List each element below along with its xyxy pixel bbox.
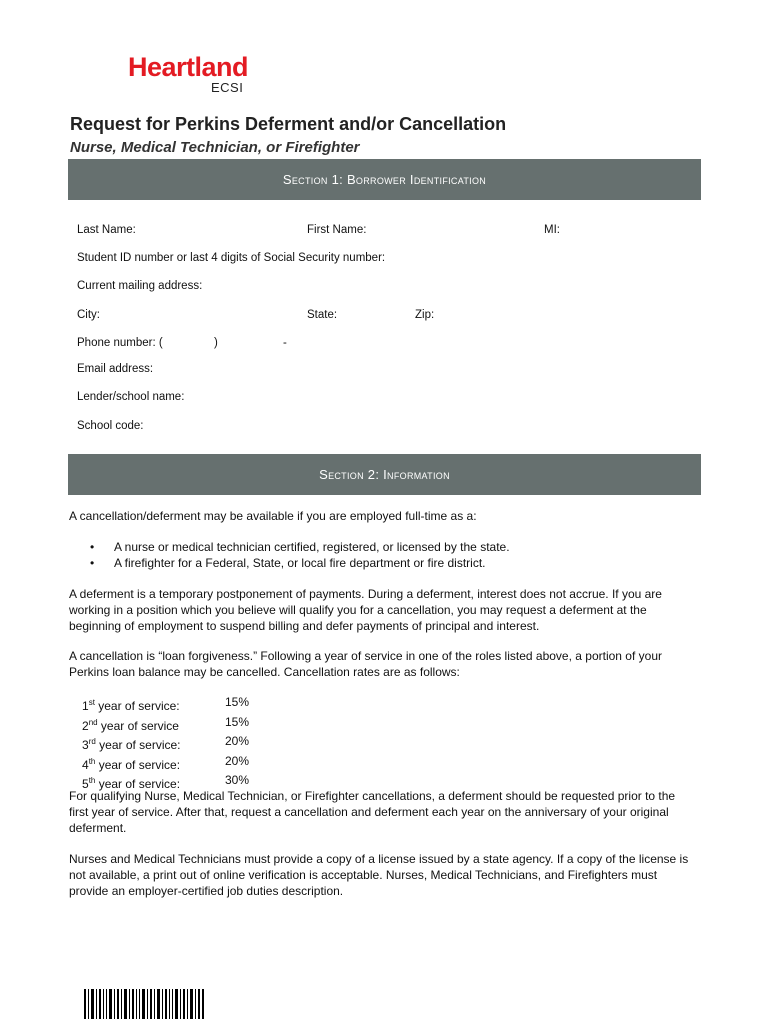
cancellation-paragraph: A cancellation is “loan forgiveness.” Following a year of service in one of the roles listed above, a portion of your Perkins loan balance may be cancelled. Cancellation rates are as follows: (69, 649, 662, 679)
rate-value: 30% (225, 773, 250, 787)
email-field[interactable]: Email address: (77, 363, 154, 375)
bullet-list (90, 539, 510, 571)
ecsi-logo-text: ECSI (211, 80, 244, 95)
mailing-address-field[interactable]: Current mailing address: (77, 280, 203, 292)
rate-value: 20% (225, 734, 250, 748)
rate-year-label: 4th year of service: (82, 756, 181, 772)
deferment-paragraph: A deferment is a temporary postponement of payments. During a deferment, interest does not accrue. If you are working in a position which you believe will qualify you for a cancellation, you may request a deferment at the beginning of employment to suspend billing and defer payments of principal and interest. (69, 587, 662, 633)
heartland-logo: Heartland (128, 52, 249, 82)
rates-table (82, 695, 249, 793)
phone-area-close: ) (214, 337, 218, 349)
section-2-header (68, 454, 701, 495)
state-field[interactable]: State: (307, 309, 338, 321)
intro-text: A cancellation/deferment may be available if you are employed full-time as a: (69, 509, 477, 523)
last-name-field[interactable]: Last Name: (77, 224, 136, 236)
section-2-heading: Section 2: Information (319, 467, 450, 482)
bullet-icon: • (90, 540, 95, 554)
school-code-field[interactable]: School code: (77, 420, 144, 432)
barcode-icon (84, 989, 204, 1019)
rate-value: 15% (225, 695, 250, 709)
city-field[interactable]: City: (77, 309, 100, 321)
table-row (82, 734, 249, 754)
qualifying-paragraph: For qualifying Nurse, Medical Technician, or Firefighter cancellations, a deferment should be requested prior to the first year of service. After that, request a cancellation and deferment each year on the anniversary of your original deferment. (69, 789, 676, 835)
table-row (82, 695, 249, 715)
zip-field[interactable]: Zip: (415, 309, 435, 321)
bullet-text: A firefighter for a Federal, State, or local fire department or fire district. (114, 556, 486, 570)
rate-year-label: 3rd year of service: (82, 737, 181, 752)
section-1-header (68, 159, 701, 200)
section-1-heading: Section 1: Borrower Identification (282, 172, 487, 187)
page-subtitle: Nurse, Medical Technician, or Firefighter (70, 139, 360, 156)
student-id-field[interactable]: Student ID number or last 4 digits of Social Security number: (77, 252, 386, 264)
license-paragraph: Nurses and Medical Technicians must provide a copy of a license issued by a state agency. If a copy of the license is not available, a print out of online verification is acceptable. Nurses, Medical Technicians, and Firefighters must provide an employer-certified job duties description. (69, 852, 689, 898)
table-row (82, 715, 249, 735)
table-row (82, 754, 249, 774)
phone-dash: - (283, 337, 287, 349)
page-title: Request for Perkins Deferment and/or Cancellation (70, 114, 507, 134)
rate-value: 20% (225, 753, 250, 768)
phone-field[interactable]: Phone number: ( (77, 337, 163, 349)
rate-year-label: 1st year of service: (82, 698, 180, 713)
rate-year-label: 2nd year of service (82, 717, 179, 733)
lender-school-field[interactable]: Lender/school name: (77, 391, 185, 403)
bullet-text: A nurse or medical technician certified, registered, or licensed by the state. (114, 540, 510, 554)
rate-year-label: 5th year of service: (82, 776, 181, 791)
bullet-icon: • (90, 556, 95, 570)
list-item (90, 539, 510, 555)
first-name-field[interactable]: First Name: (307, 224, 367, 236)
mi-field[interactable]: MI: (544, 224, 560, 236)
list-item (90, 555, 510, 571)
rate-value: 15% (225, 714, 250, 729)
